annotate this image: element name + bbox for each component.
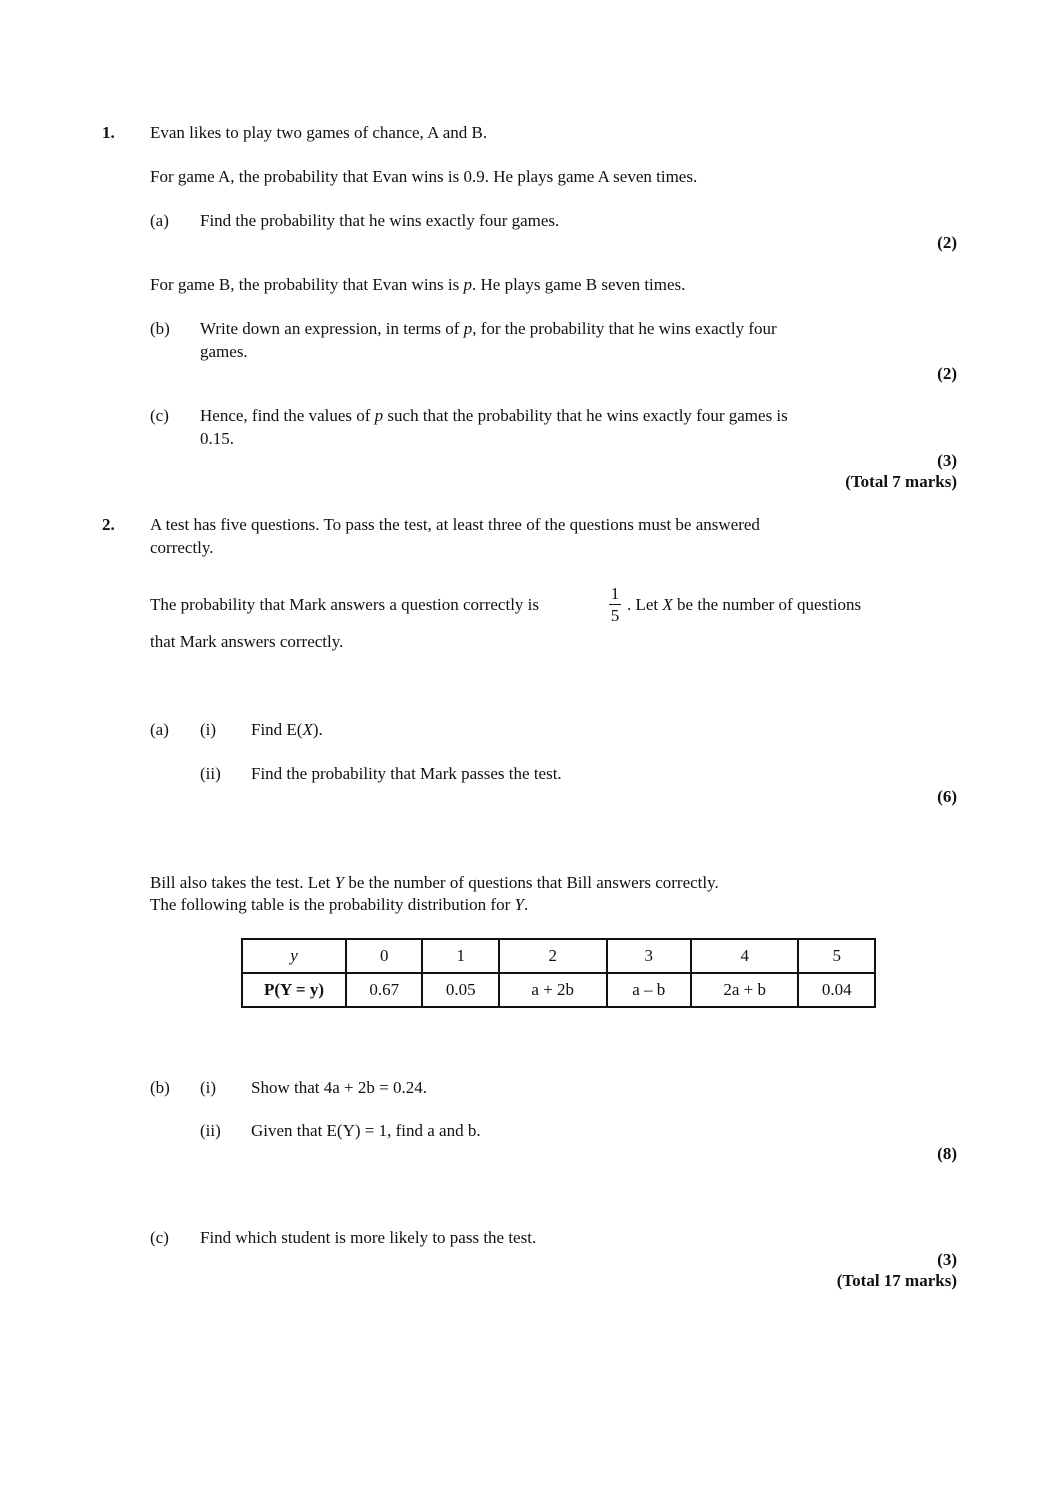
question-1b-marks: (2)	[937, 364, 957, 383]
question-2-probability-line2: that Mark answers correctly.	[150, 632, 344, 651]
question-2-total: (Total 17 marks)	[836, 1271, 957, 1290]
question-2b-i-label: (i)	[200, 1078, 217, 1097]
table-cell: 0.04	[798, 973, 875, 1007]
question-1a-label: (a)	[150, 211, 169, 230]
table-row	[242, 973, 875, 1007]
question-1a-text: Find the probability that he wins exactly four games.	[200, 211, 560, 230]
table-cell: 0.67	[346, 973, 422, 1007]
question-2b-marks: (8)	[937, 1144, 957, 1163]
question-2b-ii-label: (ii)	[200, 1121, 221, 1140]
table-header-probability: P(Y = y)	[242, 973, 346, 1007]
question-2b-ii-text: Given that E(Y) = 1, find a and b.	[251, 1121, 481, 1140]
question-2b-label: (b)	[150, 1078, 170, 1097]
fraction-numerator: 1	[610, 584, 620, 603]
question-2a-label: (a)	[150, 720, 169, 739]
table-cell: 0.05	[422, 973, 498, 1007]
question-1-game-a: For game A, the probability that Evan wins is 0.9. He plays game A seven times.	[150, 167, 698, 186]
question-1b-line2: games.	[200, 342, 248, 361]
question-2-intro-line2: correctly.	[150, 538, 214, 557]
question-1b-label: (b)	[150, 319, 170, 338]
question-1-total: (Total 7 marks)	[845, 472, 957, 491]
question-1-game-b: For game B, the probability that Evan wins is p. He plays game B seven times.	[150, 275, 686, 294]
table-header-y: y	[242, 939, 346, 973]
question-2-probability-text: The probability that Mark answers a question correctly is	[150, 595, 539, 614]
question-2a-i-label: (i)	[200, 720, 217, 739]
question-2a-ii-label: (ii)	[200, 764, 221, 783]
question-2a-i-text: Find E(X).	[251, 720, 323, 739]
question-1-intro: Evan likes to play two games of chance, A and B.	[150, 123, 488, 142]
question-1c-line1: Hence, find the values of p such that the probability that he wins exactly four games is	[200, 406, 788, 425]
table-cell: 5	[798, 939, 875, 973]
table-cell: 2	[499, 939, 607, 973]
table-cell: 2a + b	[691, 973, 799, 1007]
question-2-intro-line1: A test has five questions. To pass the test, at least three of the questions must be answered	[150, 515, 760, 534]
table-cell: a – b	[607, 973, 691, 1007]
question-2-table-intro: The following table is the probability distribution for Y.	[150, 895, 529, 914]
question-2c-marks: (3)	[937, 1250, 957, 1269]
question-2a-ii-text: Find the probability that Mark passes the test.	[251, 764, 562, 783]
question-2b-i-text: Show that 4a + 2b = 0.24.	[251, 1078, 427, 1097]
question-2-bill-text: Bill also takes the test. Let Y be the number of questions that Bill answers correctly.	[150, 873, 719, 892]
table-cell: 4	[691, 939, 799, 973]
table-cell: 0	[346, 939, 422, 973]
fraction-denominator: 5	[610, 606, 620, 625]
question-2c-text: Find which student is more likely to pass the test.	[200, 1228, 537, 1247]
question-1c-line2: 0.15.	[200, 429, 234, 448]
table-cell: 3	[607, 939, 691, 973]
fraction-one-fifth	[605, 585, 625, 624]
question-2c-label: (c)	[150, 1228, 169, 1247]
table-row	[242, 939, 875, 973]
question-2-probability-continued: . Let X be the number of questions	[627, 595, 862, 614]
probability-distribution-table	[241, 938, 876, 1008]
table-cell: 1	[422, 939, 498, 973]
question-2-number: 2.	[102, 515, 115, 534]
question-1-number: 1.	[102, 123, 115, 142]
question-1a-marks: (2)	[937, 233, 957, 252]
question-1b-line1: Write down an expression, in terms of p, for the probability that he wins exactly four	[200, 319, 777, 338]
question-1c-label: (c)	[150, 406, 169, 425]
question-2a-marks: (6)	[937, 787, 957, 806]
question-1c-marks: (3)	[937, 451, 957, 470]
table-cell: a + 2b	[499, 973, 607, 1007]
